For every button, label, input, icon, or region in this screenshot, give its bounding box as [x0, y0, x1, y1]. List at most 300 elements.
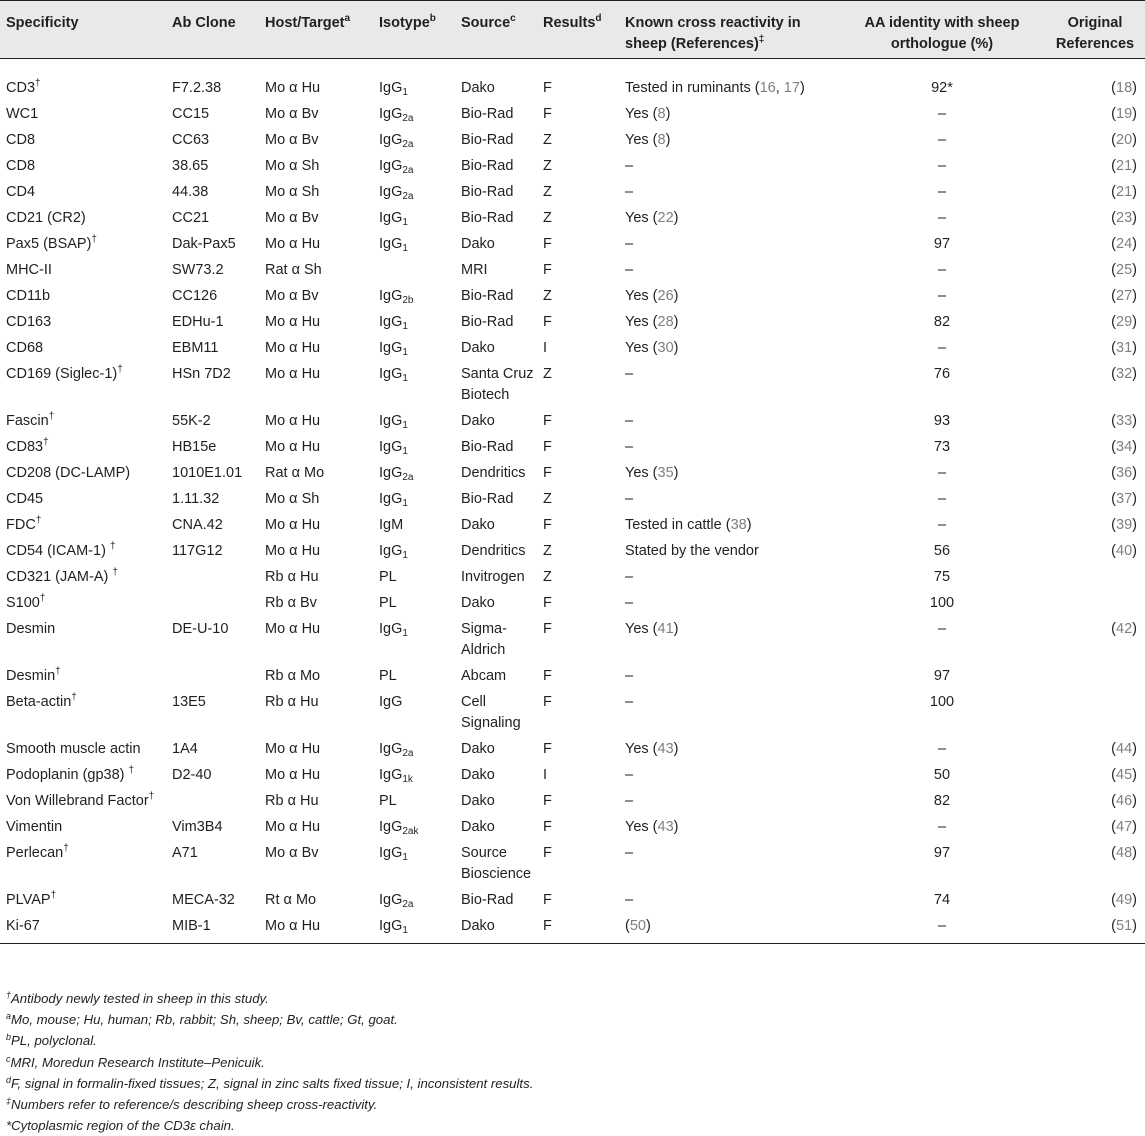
host-target-text: Rb α Hu: [265, 569, 319, 585]
cell-cross-reactivity: [619, 458, 839, 484]
reference-link[interactable]: 43: [657, 819, 674, 835]
table-row: [0, 812, 1145, 838]
reference-open-paren: (: [1111, 741, 1117, 757]
cell-aa-identity: [839, 151, 1045, 177]
clone-text: 1010E1.01: [172, 465, 243, 481]
cell-isotype: [373, 255, 455, 281]
aa-identity-text: –: [937, 288, 947, 304]
specificity-text: Von Willebrand Factor: [6, 793, 149, 809]
cell-aa-identity: [839, 281, 1045, 307]
cross-reactivity-text: –: [625, 595, 634, 611]
host-target-text: Mo α Hu: [265, 80, 321, 96]
col-header-host-target: Host/Target$^a$: [259, 1, 373, 59]
specificity-text: CD208 (DC-LAMP): [6, 465, 131, 481]
aa-identity-text: –: [937, 819, 947, 835]
cell-specificity: [0, 255, 166, 281]
source-text: Dako: [461, 741, 495, 757]
cell-cross-reactivity: [619, 255, 839, 281]
aa-identity-text: –: [937, 158, 947, 174]
source-text: Dendritics: [461, 543, 526, 559]
footnote-text: Mo, mouse; Hu, human; Rb, rabbit; Sh, sheep; Bv, cattle; Gt, goat.: [11, 1012, 398, 1028]
cell-results: [537, 125, 619, 151]
cell-clone: [166, 687, 259, 734]
cell-results: [537, 307, 619, 333]
reference-link[interactable]: 44: [1116, 741, 1133, 757]
reference-link[interactable]: 21: [1116, 184, 1133, 200]
isotype-subscript: 1: [402, 217, 408, 228]
cell-source: [455, 786, 537, 812]
isotype-text: IgG: [379, 767, 403, 783]
cell-source: [455, 177, 537, 203]
cell-cross-reactivity: [619, 885, 839, 911]
cell-host-target: [259, 255, 373, 281]
isotype-subscript: 2a: [402, 113, 414, 124]
cell-clone: [166, 203, 259, 229]
clone-text: SW73.2: [172, 262, 224, 278]
cross-reactivity-close: ): [673, 819, 679, 835]
reference-open-paren: (: [1111, 819, 1117, 835]
cell-original-reference: [1045, 614, 1145, 661]
cell-original-reference: [1045, 359, 1145, 406]
cell-original-reference: [1045, 562, 1145, 588]
source-text: Dako: [461, 918, 495, 934]
host-target-text: Mo α Hu: [265, 741, 321, 757]
reference-link[interactable]: 45: [1116, 767, 1133, 783]
cell-aa-identity: [839, 307, 1045, 333]
results-text: F: [543, 793, 552, 809]
cell-cross-reactivity: [619, 125, 839, 151]
reference-open-paren: (: [1111, 184, 1117, 200]
table-row: [0, 406, 1145, 432]
cell-source: [455, 661, 537, 687]
cell-isotype: [373, 281, 455, 307]
results-text: F: [543, 668, 552, 684]
cell-results: [537, 255, 619, 281]
clone-text: Dak-Pax5: [172, 236, 236, 252]
results-text: I: [543, 340, 548, 356]
specificity-mark: †: [117, 364, 123, 375]
cell-source: [455, 255, 537, 281]
source-text: Santa Cruz Biotech: [461, 366, 534, 403]
reference-link[interactable]: 26: [657, 288, 674, 304]
cell-source: [455, 151, 537, 177]
reference-open-paren: (: [1111, 918, 1117, 934]
reference-link[interactable]: 18: [1116, 80, 1133, 96]
clone-text: CC63: [172, 132, 210, 148]
table-row: [0, 484, 1145, 510]
isotype-text: IgG: [379, 491, 403, 507]
source-text: Abcam: [461, 668, 507, 684]
reference-link[interactable]: 39: [1116, 517, 1133, 533]
cell-aa-identity: [839, 786, 1045, 812]
reference-link[interactable]: 42: [1116, 621, 1133, 637]
aa-identity-text: 82: [933, 793, 951, 809]
reference-open-paren: (: [1111, 314, 1117, 330]
cell-results: [537, 588, 619, 614]
reference-link[interactable]: 40: [1116, 543, 1133, 559]
host-target-text: Rat α Mo: [265, 465, 325, 481]
cell-cross-reactivity: [619, 229, 839, 255]
cell-clone: [166, 838, 259, 885]
cell-isotype: [373, 307, 455, 333]
cell-clone: [166, 588, 259, 614]
specificity-text: FDC: [6, 517, 36, 533]
reference-open-paren: (: [1111, 132, 1117, 148]
table-row: [0, 99, 1145, 125]
cell-original-reference: [1045, 812, 1145, 838]
specificity-mark: †: [50, 890, 57, 901]
cell-clone: [166, 177, 259, 203]
cell-aa-identity: [839, 588, 1045, 614]
reference-link[interactable]: 46: [1116, 793, 1133, 809]
reference-close-paren: ): [1132, 892, 1137, 908]
reference-close-paren: ): [1132, 80, 1137, 96]
cross-reactivity-text: Stated by the vendor: [625, 543, 759, 559]
reference-link[interactable]: 29: [1116, 314, 1133, 330]
results-text: I: [543, 767, 548, 783]
specificity-text: CD169 (Siglec-1): [6, 366, 118, 382]
cell-results: [537, 281, 619, 307]
host-target-text: Mo α Sh: [265, 491, 320, 507]
reference-link[interactable]: 41: [657, 621, 674, 637]
results-text: F: [543, 918, 552, 934]
table-row: [0, 760, 1145, 786]
cell-cross-reactivity: [619, 406, 839, 432]
reference-link[interactable]: 36: [1116, 465, 1133, 481]
cell-source: [455, 59, 537, 100]
aa-identity-text: 50: [933, 767, 951, 783]
cell-specificity: [0, 687, 166, 734]
isotype-subscript: 2a: [402, 191, 414, 202]
cross-reactivity-text: Yes (: [625, 106, 658, 122]
table-row: [0, 536, 1145, 562]
footnote-text: MRI, Moredun Research Institute–Penicuik.: [10, 1054, 265, 1070]
cell-host-target: [259, 59, 373, 100]
cell-isotype: [373, 458, 455, 484]
cell-cross-reactivity: [619, 359, 839, 406]
cell-host-target: [259, 588, 373, 614]
isotype-text: IgG: [379, 413, 403, 429]
results-text: Z: [543, 569, 552, 585]
footnote-mark: a: [6, 1011, 12, 1022]
reference-link[interactable]: 22: [657, 210, 674, 226]
cross-reactivity-text: Yes (: [625, 465, 658, 481]
results-text: Z: [543, 132, 552, 148]
reference-link[interactable]: 30: [657, 340, 674, 356]
reference-close-paren: ): [1132, 236, 1137, 252]
specificity-text: CD45: [6, 491, 44, 507]
cell-aa-identity: [839, 812, 1045, 838]
cell-isotype: [373, 333, 455, 359]
results-text: F: [543, 741, 552, 757]
cross-reactivity-text: –: [625, 793, 634, 809]
isotype-subscript: 2b: [402, 295, 414, 306]
specificity-text: CD163: [6, 314, 52, 330]
host-target-text: Rb α Bv: [265, 595, 317, 611]
cell-specificity: [0, 885, 166, 911]
results-text: Z: [543, 288, 552, 304]
cell-original-reference: [1045, 536, 1145, 562]
footnote-mark: b: [6, 1032, 12, 1043]
cell-source: [455, 333, 537, 359]
reference-link[interactable]: 34: [1116, 439, 1133, 455]
source-text: Bio-Rad: [461, 106, 514, 122]
cell-isotype: [373, 687, 455, 734]
cell-source: [455, 562, 537, 588]
cell-specificity: [0, 838, 166, 885]
cell-clone: [166, 458, 259, 484]
reference-link[interactable]: 20: [1116, 132, 1133, 148]
cell-original-reference: [1045, 786, 1145, 812]
cell-clone: [166, 911, 259, 944]
cell-source: [455, 125, 537, 151]
aa-identity-text: 100: [929, 595, 955, 611]
host-target-text: Mo α Hu: [265, 340, 321, 356]
table-row: [0, 255, 1145, 281]
results-text: F: [543, 106, 552, 122]
reference-close-paren: ): [1132, 132, 1137, 148]
reference-link[interactable]: 31: [1116, 340, 1133, 356]
specificity-mark: †: [55, 666, 61, 677]
cell-results: [537, 432, 619, 458]
isotype-subscript: 1: [402, 852, 408, 863]
cell-cross-reactivity: [619, 484, 839, 510]
clone-text: CC126: [172, 288, 218, 304]
clone-text: CC15: [172, 106, 210, 122]
cell-cross-reactivity: [619, 203, 839, 229]
cell-results: [537, 59, 619, 100]
isotype-subscript: 2a: [402, 899, 414, 910]
clone-text: MIB-1: [172, 918, 211, 934]
cell-specificity: [0, 99, 166, 125]
cell-cross-reactivity: [619, 151, 839, 177]
host-target-text: Mo α Hu: [265, 413, 321, 429]
cell-source: [455, 687, 537, 734]
cell-aa-identity: [839, 614, 1045, 661]
reference-link[interactable]: 19: [1116, 106, 1133, 122]
cell-isotype: [373, 406, 455, 432]
cross-reactivity-close: ): [673, 314, 679, 330]
cell-results: [537, 510, 619, 536]
reference-open-paren: (: [1111, 288, 1117, 304]
col-header-clone: Ab Clone: [166, 1, 259, 59]
cell-clone: [166, 536, 259, 562]
table-row: [0, 307, 1145, 333]
aa-identity-text: 92*: [931, 80, 953, 96]
isotype-text: PL: [379, 569, 397, 585]
results-text: F: [543, 694, 552, 710]
cell-source: [455, 760, 537, 786]
reference-close-paren: ): [1132, 210, 1137, 226]
reference-link[interactable]: 23: [1116, 210, 1133, 226]
cell-original-reference: [1045, 255, 1145, 281]
specificity-mark: †: [39, 593, 46, 604]
cell-cross-reactivity: [619, 307, 839, 333]
cross-reactivity-text: Yes (: [625, 819, 658, 835]
cell-cross-reactivity: [619, 911, 839, 944]
cell-original-reference: [1045, 661, 1145, 687]
table-row: [0, 661, 1145, 687]
cell-original-reference: [1045, 911, 1145, 944]
source-text: MRI: [461, 262, 488, 278]
cell-host-target: [259, 203, 373, 229]
reference-link[interactable]: 35: [657, 465, 674, 481]
reference-open-paren: (: [1111, 106, 1117, 122]
cell-host-target: [259, 911, 373, 944]
reference-open-paren: (: [1111, 793, 1117, 809]
results-text: Z: [543, 366, 552, 382]
cell-original-reference: [1045, 432, 1145, 458]
host-target-text: Rt α Mo: [265, 892, 317, 908]
reference-open-paren: (: [1111, 413, 1117, 429]
cell-source: [455, 406, 537, 432]
source-text: Source Bioscience: [461, 845, 532, 882]
isotype-text: IgG: [379, 210, 403, 226]
table-row: [0, 588, 1145, 614]
cell-aa-identity: [839, 359, 1045, 406]
header-row: [0, 1, 1145, 59]
table-row: [0, 911, 1145, 944]
cell-specificity: [0, 307, 166, 333]
host-target-text: Mo α Hu: [265, 819, 321, 835]
reference-link[interactable]: 25: [1116, 262, 1133, 278]
cell-cross-reactivity: [619, 687, 839, 734]
cell-host-target: [259, 432, 373, 458]
cell-aa-identity: [839, 406, 1045, 432]
source-text: Invitrogen: [461, 569, 525, 585]
cell-aa-identity: [839, 734, 1045, 760]
cell-original-reference: [1045, 99, 1145, 125]
cell-specificity: [0, 588, 166, 614]
cell-host-target: [259, 281, 373, 307]
cell-original-reference: [1045, 510, 1145, 536]
isotype-text: IgG: [379, 465, 403, 481]
cross-reactivity-close: ): [746, 517, 752, 533]
cell-original-reference: [1045, 125, 1145, 151]
aa-identity-text: –: [937, 262, 947, 278]
isotype-subscript: 2a: [402, 748, 414, 759]
isotype-subscript: 1k: [402, 774, 413, 785]
cell-specificity: [0, 229, 166, 255]
cell-aa-identity: [839, 333, 1045, 359]
cell-host-target: [259, 125, 373, 151]
cell-specificity: [0, 812, 166, 838]
reference-link[interactable]: 33: [1116, 413, 1133, 429]
cell-source: [455, 838, 537, 885]
host-target-text: Mo α Bv: [265, 132, 319, 148]
isotype-subscript: 1: [402, 628, 408, 639]
reference-link[interactable]: 49: [1116, 892, 1133, 908]
table-row: [0, 177, 1145, 203]
footnote: [6, 1009, 1136, 1030]
footnote-text: *Cytoplasmic region of the CD3ε chain.: [6, 1118, 235, 1134]
cell-cross-reactivity: [619, 760, 839, 786]
host-target-text: Mo α Bv: [265, 288, 319, 304]
isotype-text: IgG: [379, 288, 403, 304]
cell-host-target: [259, 333, 373, 359]
cross-reactivity-text: –: [625, 184, 634, 200]
host-target-text: Mo α Hu: [265, 314, 321, 330]
host-target-text: Mo α Hu: [265, 918, 321, 934]
reference-link[interactable]: 43: [657, 741, 674, 757]
reference-close-paren: ): [1132, 262, 1137, 278]
cell-cross-reactivity: [619, 333, 839, 359]
reference-link[interactable]: 8: [657, 106, 666, 122]
reference-link[interactable]: 51: [1116, 918, 1133, 934]
cell-aa-identity: [839, 687, 1045, 734]
table-row: [0, 510, 1145, 536]
reference-link[interactable]: 27: [1116, 288, 1133, 304]
cell-source: [455, 229, 537, 255]
aa-identity-text: 75: [933, 569, 951, 585]
source-text: Dako: [461, 767, 495, 783]
specificity-text: CD3: [6, 80, 36, 96]
cell-isotype: [373, 661, 455, 687]
aa-identity-text: 97: [933, 236, 951, 252]
cell-aa-identity: [839, 125, 1045, 151]
reference-link[interactable]: 16: [759, 80, 776, 96]
cell-original-reference: [1045, 203, 1145, 229]
reference-link[interactable]: 24: [1116, 236, 1133, 252]
cell-original-reference: [1045, 760, 1145, 786]
reference-link[interactable]: 28: [657, 314, 674, 330]
results-text: F: [543, 621, 552, 637]
footnote-text: F, signal in formalin-fixed tissues; Z, signal in zinc salts fixed tissue; I, inconsistent results.: [11, 1075, 534, 1091]
cell-aa-identity: [839, 838, 1045, 885]
specificity-mark: †: [43, 437, 49, 448]
reference-link[interactable]: 37: [1116, 491, 1133, 507]
reference-open-paren: (: [1111, 621, 1117, 637]
reference-link[interactable]: 48: [1116, 845, 1133, 861]
source-text: Cell Signaling: [461, 694, 521, 731]
results-text: F: [543, 262, 552, 278]
reference-link[interactable]: 47: [1116, 819, 1133, 835]
reference-link[interactable]: 21: [1116, 158, 1133, 174]
specificity-text: CD4: [6, 184, 36, 200]
cell-clone: [166, 812, 259, 838]
col-header-source: Source$^c$: [455, 1, 537, 59]
reference-link[interactable]: 17: [783, 80, 800, 96]
reference-link[interactable]: 8: [657, 132, 666, 148]
cell-source: [455, 614, 537, 661]
cell-source: [455, 536, 537, 562]
cell-specificity: [0, 562, 166, 588]
cell-clone: [166, 281, 259, 307]
cell-source: [455, 911, 537, 944]
cell-specificity: [0, 734, 166, 760]
clone-text: EBM11: [172, 340, 219, 356]
cell-host-target: [259, 734, 373, 760]
reference-link[interactable]: 50: [629, 918, 646, 934]
cell-original-reference: [1045, 734, 1145, 760]
reference-link[interactable]: 32: [1116, 366, 1133, 382]
cell-source: [455, 588, 537, 614]
cell-specificity: [0, 203, 166, 229]
cell-host-target: [259, 484, 373, 510]
cell-source: [455, 432, 537, 458]
reference-close-paren: ): [1132, 288, 1137, 304]
source-text: Dako: [461, 819, 495, 835]
clone-text: A71: [172, 845, 198, 861]
isotype-text: IgG: [379, 845, 403, 861]
reference-link[interactable]: 38: [730, 517, 747, 533]
host-target-text: Rb α Hu: [265, 793, 319, 809]
cell-isotype: [373, 151, 455, 177]
source-text: Bio-Rad: [461, 491, 514, 507]
cell-host-target: [259, 536, 373, 562]
host-target-text: Rb α Hu: [265, 694, 319, 710]
source-text: Bio-Rad: [461, 314, 514, 330]
